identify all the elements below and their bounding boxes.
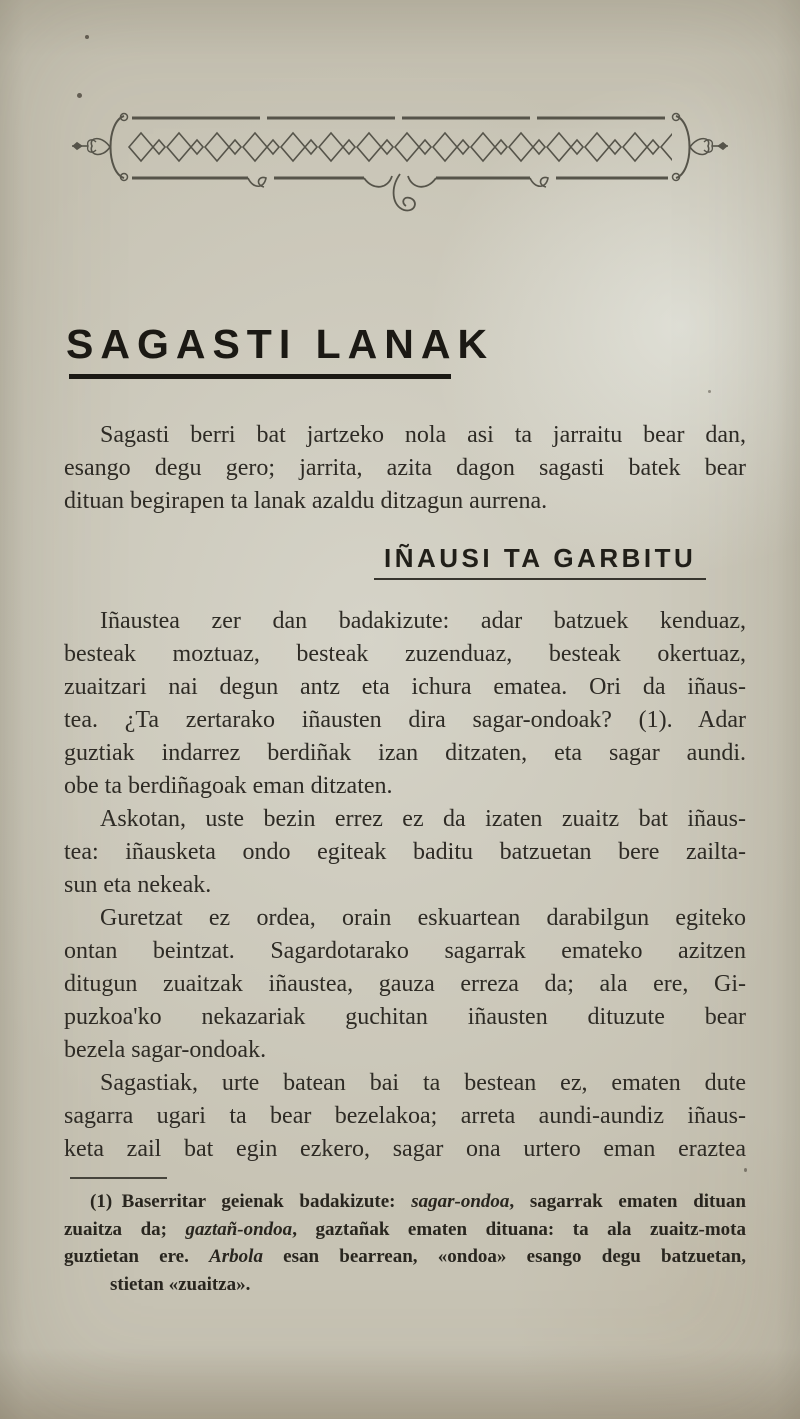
footnote-text: guztietan ere. [64,1246,210,1267]
paragraph-line: bezela sagar-ondoak. [64,1037,267,1063]
footnote-line [64,1188,746,1216]
paper-speck [85,35,89,39]
section-heading-wrap [64,545,746,580]
paragraph-line: Sagasti berri bat jartzeko nola asi ta jarraitu bear dan, [100,422,746,448]
paragraph-line: Sagastiak, urte batean bai ta bestean ez, ematen dute [100,1070,746,1096]
footnote-term-italic: gaztañ-ondoa [185,1218,293,1240]
title-block [66,321,495,379]
footnote-line [64,1243,746,1271]
paragraph-line: tea: iñausketa ondo egiteak baditu batzuetan bere zailta- [64,839,746,865]
footnote-line [64,1216,746,1244]
footnote-line [64,1271,746,1299]
section-paragraphs [64,605,746,1166]
paragraph-line: ditugun zuaitzak iñaustea, gauza erreza da; ala ere, Gi- [64,971,746,997]
paragraph-line: Askotan, uste bezin errez ez da izaten zuaitz bat iñaus- [100,806,746,832]
paragraph [64,902,746,1067]
footnote-term-italic: Arbola [209,1246,263,1267]
paragraph [64,1067,746,1166]
paragraph-line: zuaitzari nai degun antz eta ichura ematea. Ori da iñaus- [64,674,746,700]
paragraph-line: esango degu gero; jarrita, azita dagon sagasti batek bear [64,455,746,481]
paragraph [64,419,746,518]
paper-speck [708,390,711,393]
paragraph-line: besteak moztuaz, besteak zuzenduaz, besteak okertuaz, [64,641,746,667]
paragraph-line: sagarra ugari ta bear bezelakoa; arreta aundi-aundiz iñaus- [64,1103,746,1129]
chain-border-ornament-icon [62,104,738,229]
paragraph-line: sun eta nekeak. [64,872,212,898]
paragraph-line: obe ta berdiñagoak eman ditzaten. [64,773,393,799]
footnote [64,1188,746,1298]
paragraph-line: ontan beintzat. Sagardotarako sagarrak emateko azitzen [64,938,746,964]
paragraph-line: Guretzat ez ordea, orain eskuartean darabilgun egiteko [100,905,746,931]
paragraph-line: tea. ¿Ta zertarako iñausten dira sagar-ondoak? (1). Adar [64,707,746,733]
paragraph-line: dituan begirapen ta lanak azaldu ditzagun aurrena. [64,488,548,514]
section-heading: IÑAUSI TA GARBITU [374,545,706,580]
footnote-text: , sagarrak ematen dituan [509,1191,746,1212]
footnote-rule [70,1177,167,1179]
text-block [64,419,746,1298]
paragraph [64,605,746,803]
intro-paragraphs [64,419,746,518]
footnote-text: esan bearrean, «ondoa» esango degu batzuetan, [262,1246,747,1267]
page-title: SAGASTI LANAK [66,321,495,367]
title-underline [69,374,451,379]
paragraph-line: keta zail bat egin ezkero, sagar ona urtero eman eraztea [64,1136,746,1162]
footnote-term-italic: sagar-ondoa [411,1191,510,1212]
paragraph [64,803,746,902]
footnote-text: (1) Baserritar geienak badakizute: [90,1191,412,1212]
paragraph-line: Iñaustea zer dan badakizute: adar batzuek kenduaz, [100,608,746,634]
paragraph-line: guztiak indarrez berdiñak izan ditzaten, eta sagar aundi. [64,740,746,766]
paragraph-line: puzkoa'ko nekazariak guchitan iñausten dituzute bear [64,1004,746,1030]
footnote-text: , gaztañak ematen dituana: ta ala zuaitz-mota [292,1218,746,1240]
paper-speck [77,93,82,98]
footnote-text: stietan «zuaitza». [110,1273,251,1295]
footnote-text: zuaitza da; [64,1218,186,1240]
